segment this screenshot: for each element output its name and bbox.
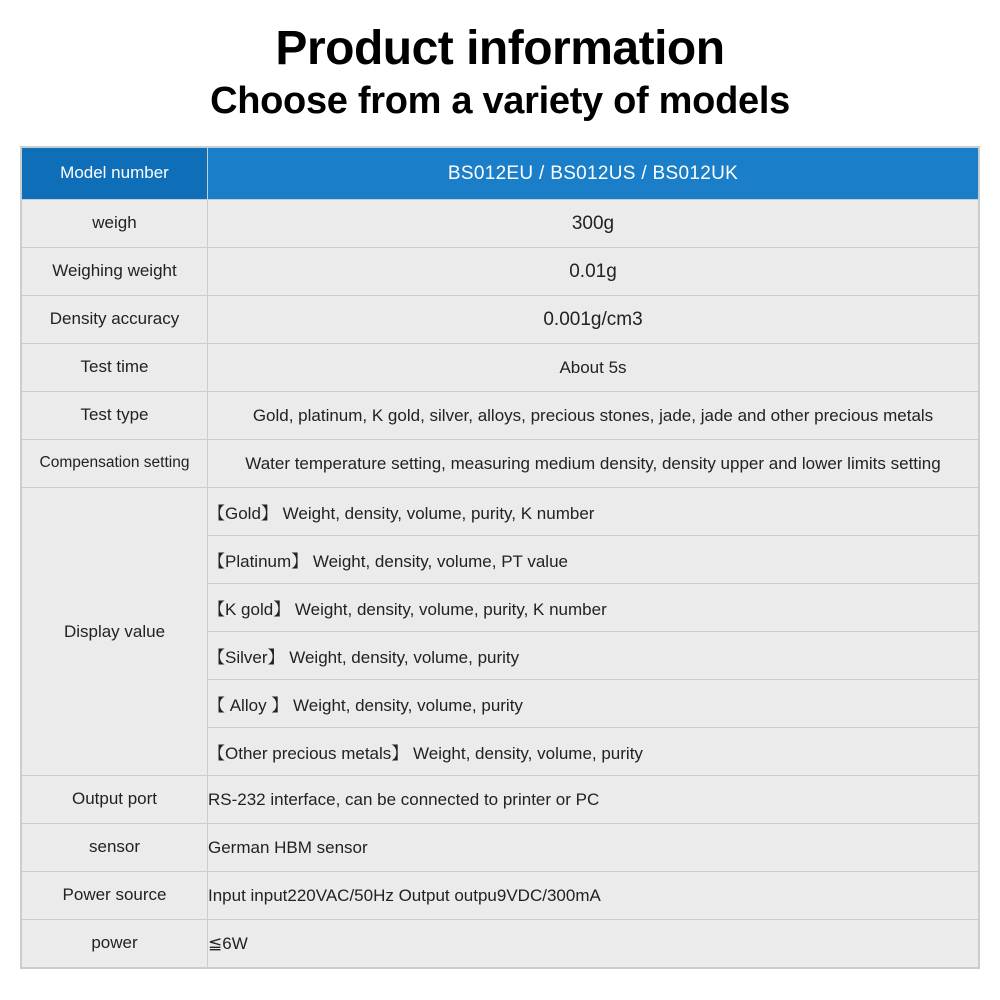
model-us: BS012US <box>550 162 636 184</box>
row-label-output-port: Output port <box>22 776 208 824</box>
model-separator-2: / <box>641 162 647 184</box>
row-value-test-time: About 5s <box>208 344 979 392</box>
table-row <box>22 344 979 392</box>
display-value-item-platinum: 【Platinum】 Weight, density, volume, PT value <box>208 536 979 584</box>
row-value-compensation-setting: Water temperature setting, measuring medium density, density upper and lower limits setting <box>208 440 979 488</box>
table-row <box>22 248 979 296</box>
table-row <box>22 392 979 440</box>
header-label-cell: Model number <box>22 148 208 200</box>
table-row <box>22 200 979 248</box>
display-value-item-other-precious-metals: 【Other precious metals】 Weight, density, volume, purity <box>208 728 979 776</box>
row-value-test-type: Gold, platinum, K gold, silver, alloys, precious stones, jade, jade and other precious metals <box>208 392 979 440</box>
row-value-power: ≦6W <box>208 920 979 968</box>
table-row <box>22 440 979 488</box>
row-value-weigh: 300g <box>208 200 979 248</box>
row-value-sensor: German HBM sensor <box>208 824 979 872</box>
row-label-weighing-weight: Weighing weight <box>22 248 208 296</box>
display-value-item-k-gold: 【K gold】 Weight, density, volume, purity, K number <box>208 584 979 632</box>
page-subtitle: Choose from a variety of models <box>210 80 790 123</box>
table-row <box>22 920 979 968</box>
row-label-density-accuracy: Density accuracy <box>22 296 208 344</box>
display-value-item-silver: 【Silver】 Weight, density, volume, purity <box>208 632 979 680</box>
header-models-cell <box>208 148 979 200</box>
table-row <box>22 824 979 872</box>
model-separator-1: / <box>539 162 545 184</box>
table-row <box>22 296 979 344</box>
row-value-density-accuracy: 0.001g/cm3 <box>208 296 979 344</box>
table-row <box>22 776 979 824</box>
row-label-test-time: Test time <box>22 344 208 392</box>
model-eu: BS012EU <box>447 162 534 184</box>
table-row <box>22 872 979 920</box>
row-label-power-source: Power source <box>22 872 208 920</box>
row-label-compensation-setting: Compensation setting <box>22 440 208 488</box>
display-value-item-gold: 【Gold】 Weight, density, volume, purity, K number <box>208 488 979 536</box>
row-label-power: power <box>22 920 208 968</box>
page-heading <box>0 0 1000 124</box>
specification-table <box>21 147 979 968</box>
row-label-sensor: sensor <box>22 824 208 872</box>
row-value-power-source: Input input220VAC/50Hz Output outpu9VDC/300mA <box>208 872 979 920</box>
row-value-output-port: RS-232 interface, can be connected to printer or PC <box>208 776 979 824</box>
table-row-display-value <box>22 488 979 536</box>
page-title: Product information <box>275 22 725 75</box>
model-uk: BS012UK <box>652 162 739 184</box>
row-label-display-value: Display value <box>22 488 208 776</box>
specification-table-wrapper <box>20 146 980 969</box>
row-value-weighing-weight: 0.01g <box>208 248 979 296</box>
row-label-test-type: Test type <box>22 392 208 440</box>
row-label-weigh: weigh <box>22 200 208 248</box>
display-value-item-alloy: 【 Alloy 】 Weight, density, volume, purity <box>208 680 979 728</box>
table-header-row <box>22 148 979 200</box>
